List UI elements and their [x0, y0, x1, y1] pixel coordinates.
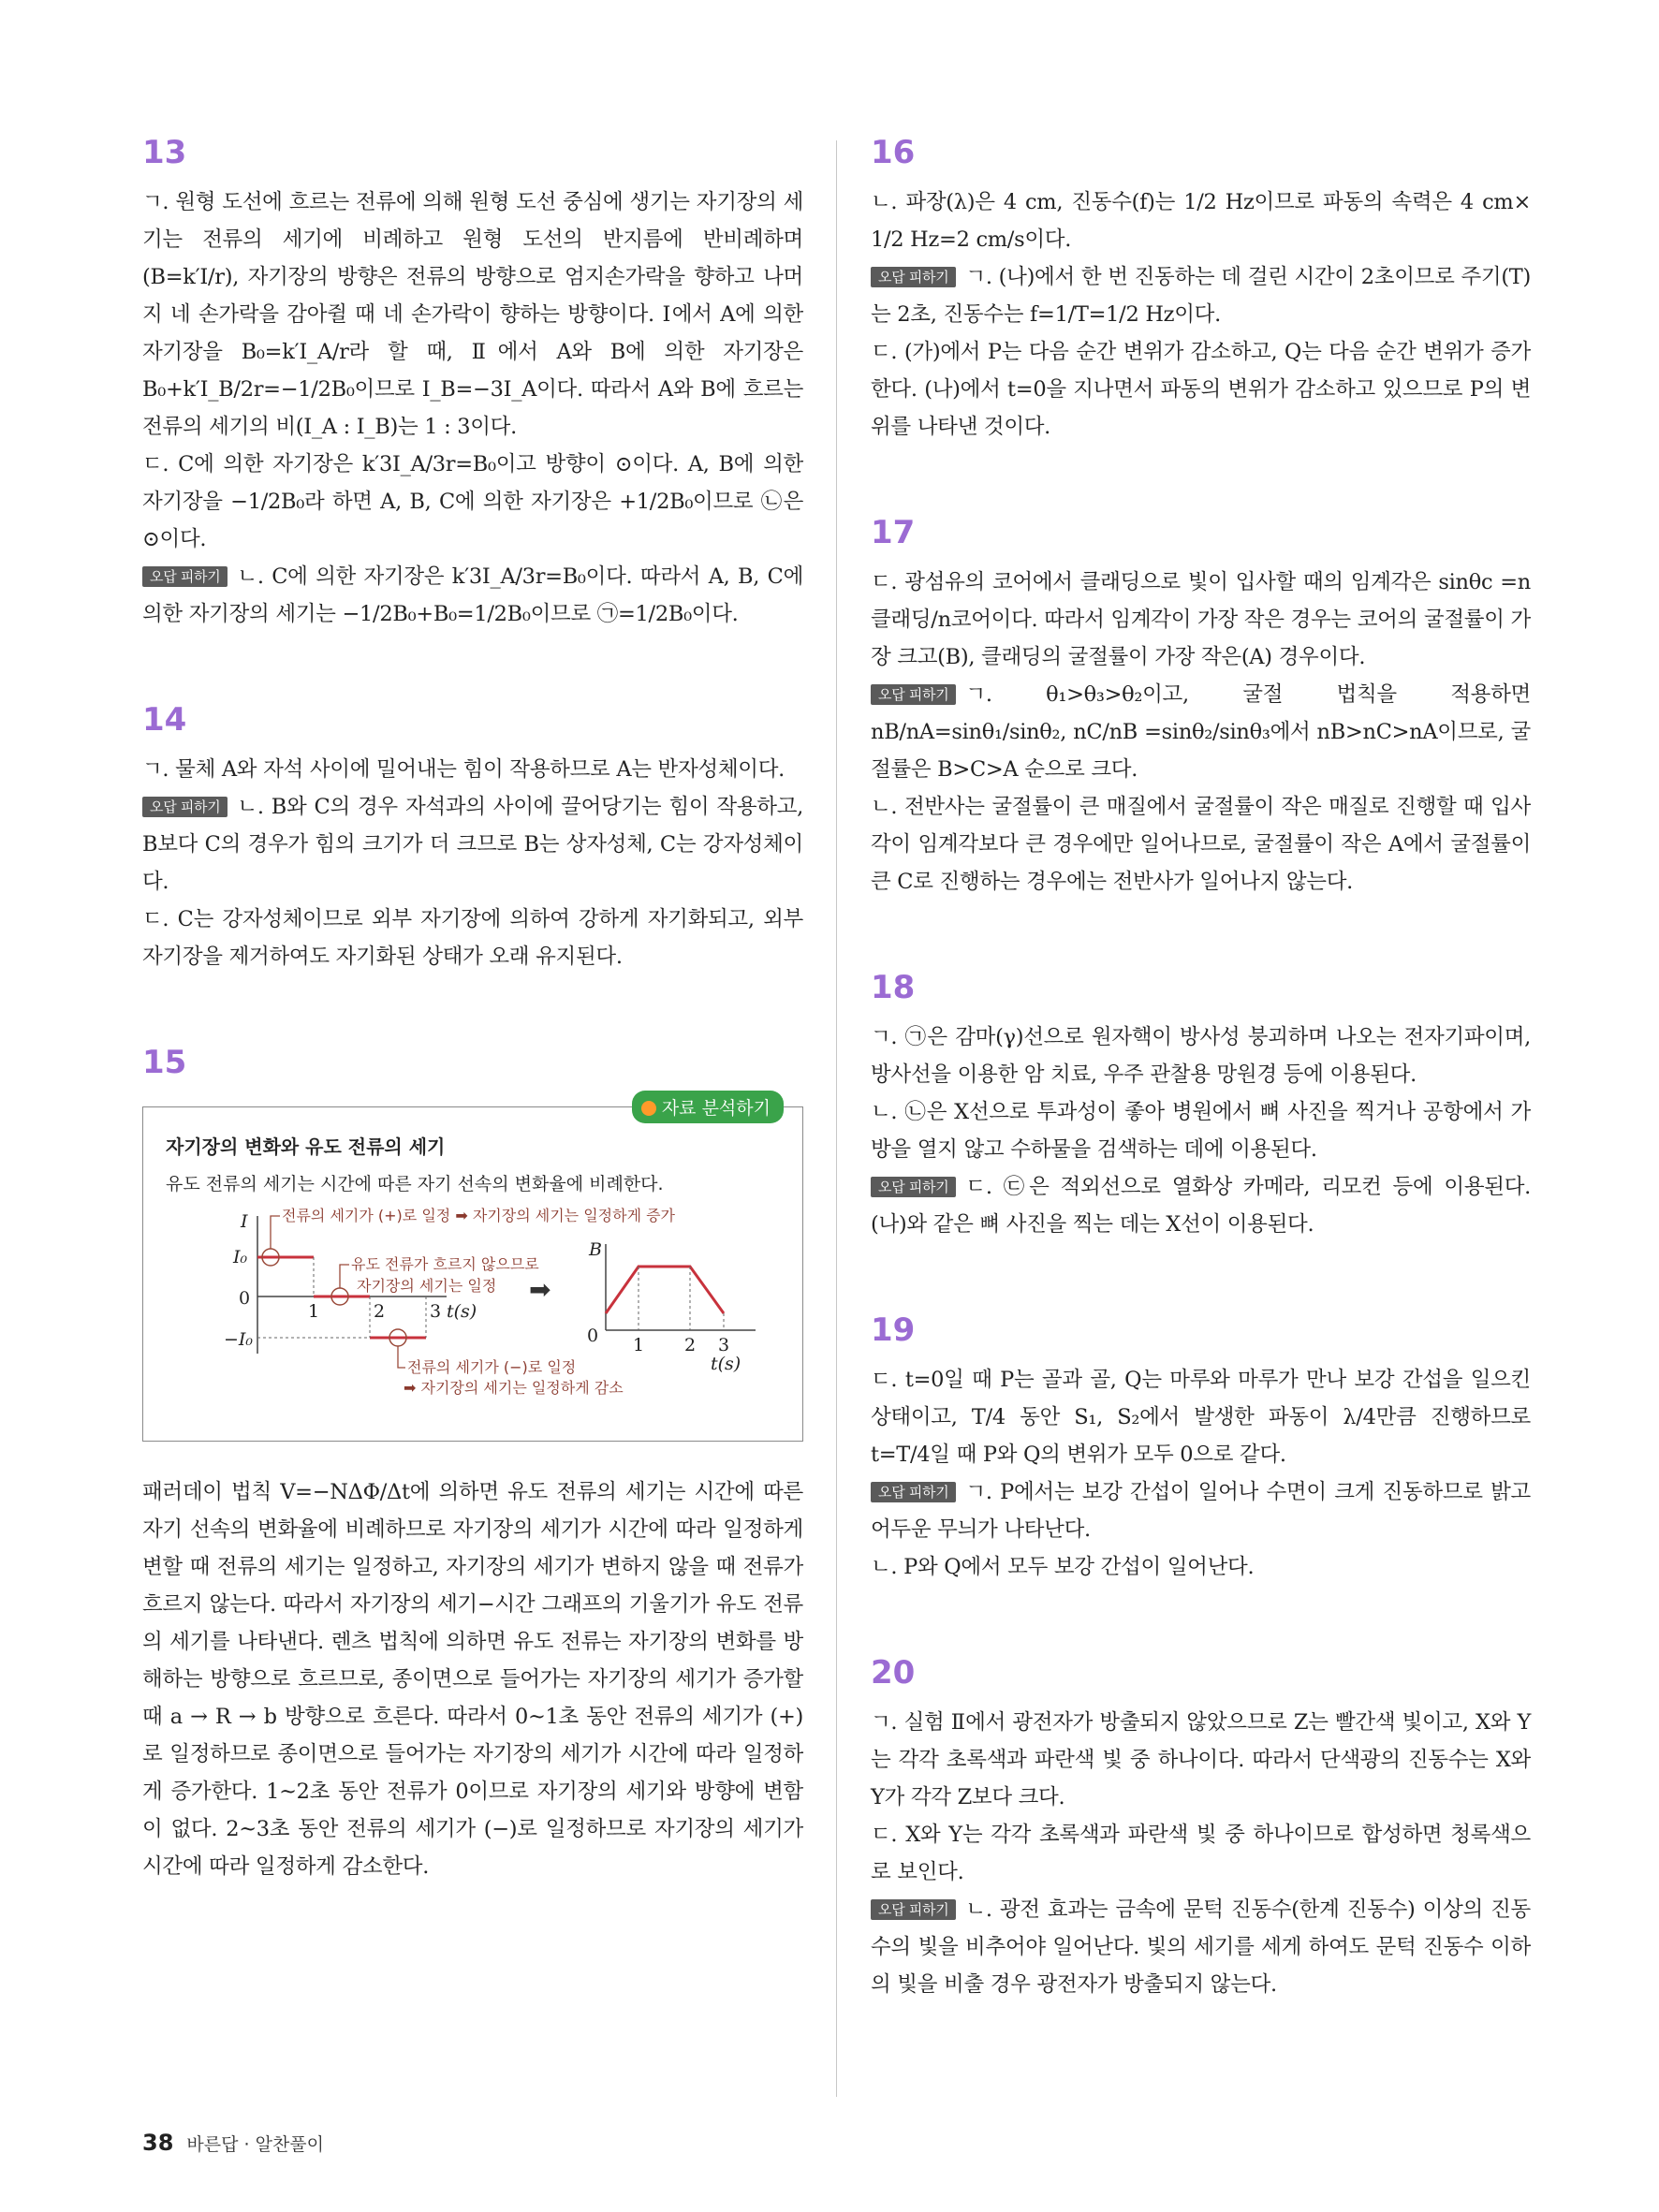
answer-text: ㄴ. B와 C의 경우 자석과의 사이에 끌어당기는 힘이 작용하고, B보다 C의 경우가 힘의 크기가 더 크므로 B는 상자성체, C는 강자성체이다.	[142, 795, 803, 894]
answer-paragraph: ㄴ. ㉡은 X선으로 투과성이 좋아 병원에서 뼈 사진을 찍거나 공항에서 가방을 열지 않고 수하물을 검색하는 데에 이용된다.	[871, 1100, 1531, 1162]
answer-17	[871, 511, 1531, 901]
answer-paragraph: ㄷ. C에 의한 자기장은 k′3I_A/3r=B₀이고 방향이 ⊙이다. A, B에 의한 자기장을 −1/2B₀라 하면 A, B, C에 의한 자기장은 +1/2B₀이므로 ㉡은 ⊙이다.	[142, 452, 803, 551]
answer-paragraph: ㄱ. ㉠은 감마(γ)선으로 원자핵이 방사성 붕괴하며 나오는 전자기파이며, 방사선을 이용한 암 치료, 우주 관찰용 망원경 등에 이용된다.	[871, 1025, 1531, 1087]
i-axis-label: I	[241, 1211, 248, 1232]
data-analysis-box	[142, 1098, 803, 1442]
answer-paragraph: ㄱ. 물체 A와 자석 사이에 밀어내는 힘이 작용하므로 A는 반자성체이다.	[142, 757, 785, 782]
answer-paragraph: ㄷ. 광섬유의 코어에서 클래딩으로 빛이 입사할 때의 임계각은 sinθc =n클래딩/n코어이다. 따라서 임계각이 가장 작은 경우는 코어의 굴절률이 가장 크고(B), 클래딩의 굴절률이 가장 작은(A) 경우이다.	[871, 570, 1531, 669]
question-number: 18	[871, 969, 916, 1006]
answer-paragraph: ㄷ. (가)에서 P는 다음 순간 변위가 감소하고, Q는 다음 순간 변위가 증가한다. (나)에서 t=0을 지나면서 파동의 변위가 감소하고 있으므로 P의 변위를 나타낸 것이다.	[871, 340, 1531, 439]
t1-tick-label: 1	[633, 1335, 645, 1355]
column-divider	[836, 140, 837, 2097]
zero-tick-label: 0	[587, 1326, 599, 1346]
answer-paragraph: ㄱ. 실험 Ⅱ에서 광전자가 방출되지 않았으므로 Z는 빨간색 빛이고, X와 Y는 각각 초록색과 파란색 빛 중 하나이다. 따라서 단색광의 진동수는 X와 Y가 각각 Z보다 크다.	[871, 1710, 1531, 1809]
answer-paragraph: 패러데이 법칙 V=−NΔΦ/Δt에 의하면 유도 전류의 세기는 시간에 따른 자기 선속의 변화율에 비례하므로 자기장의 세기가 시간에 따라 일정하게 변할 때 전류의 세기는 일정하고, 자기장의 세기가 변하지 않을 때 전류가 흐르지 않는다. 따라서 자기장의 세기−시간 그래프의 기울기가 유도 전류의 세기를 나타낸다. 렌츠 법칙에 의하면 유도 전류는 자기장의 변화를 방해하는 방향으로 흐르므로, 종이면으로 들어가는 자기장의 세기가 증가할 때 a → R → b 방향으로 흐른다. 따라서 0~1초 동안 전류의 세기가 (+)로 일정하므로 종이면으로 들어가는 자기장의 세기가 시간에 따라 일정하게 증가한다. 1~2초 동안 전류가 0이므로 자기장의 세기와 방향에 변함이 없다. 2~3초 동안 전류의 세기가 (−)로 일정하므로 자기장의 세기가 시간에 따라 일정하게 감소한다.	[142, 1480, 803, 1879]
callout-note-increase: 전류의 세기가 (+)로 일정 ➡ 자기장의 세기는 일정하게 증가	[282, 1207, 676, 1224]
t-axis-label: t(s)	[711, 1354, 741, 1374]
field-time-graph	[587, 1239, 756, 1374]
answer-paragraph: ㄷ. C는 강자성체이므로 외부 자기장에 의하여 강하게 자기화되고, 외부 자기장을 제거하여도 자기화된 상태가 오래 유지된다.	[142, 907, 803, 969]
wrong-answer-badge: 오답 피하기	[142, 566, 228, 587]
answer-paragraph	[871, 676, 1531, 788]
question-number: 15	[142, 1044, 187, 1081]
answer-paragraph: ㄷ. X와 Y는 각각 초록색과 파란색 빛 중 하나이므로 합성하면 청록색으로 보인다.	[871, 1823, 1531, 1884]
wrong-answer-badge: 오답 피하기	[871, 267, 956, 287]
answer-text: ㄱ. P에서는 보강 간섭이 일어나 수면이 크게 진동하므로 밝고 어두운 무늬가 나타난다.	[871, 1480, 1531, 1542]
answer-paragraph: ㄴ. 파장(λ)은 4 cm, 진동수(f)는 1/2 Hz이므로 파동의 속력은 4 cm× 1/2 Hz=2 cm/s이다.	[871, 190, 1531, 252]
answer-text: ㄴ. C에 의한 자기장은 k′3I_A/3r=B₀이다. 따라서 A, B, C에 의한 자기장의 세기는 −1/2B₀+B₀=1/2B₀이므로 ㉠=1/2B₀이다.	[142, 564, 803, 626]
answer-20	[871, 1651, 1531, 2003]
field-line	[606, 1267, 724, 1313]
answer-16	[871, 131, 1531, 446]
answer-19	[871, 1309, 1531, 1586]
answer-paragraph	[871, 1168, 1531, 1243]
question-number: 13	[142, 134, 187, 171]
question-number: 16	[871, 134, 916, 171]
answer-paragraph	[142, 788, 803, 901]
answer-18	[871, 966, 1531, 1243]
answer-text: ㄴ. 광전 효과는 금속에 문턱 진동수(한계 진동수) 이상의 진동수의 빛을 비추어야 일어난다. 빛의 세기를 세게 하여도 문턱 진동수 이하의 빛을 비출 경우 광전자가 방출되지 않는다.	[871, 1897, 1531, 1997]
t1-tick-label: 1	[308, 1301, 320, 1322]
data-analysis-tag: 자료 분석하기	[632, 1091, 784, 1123]
t3-tick-label: 3	[430, 1301, 442, 1322]
wrong-answer-badge: 오답 피하기	[871, 684, 956, 705]
answer-paragraph: ㄴ. 전반사는 굴절률이 큰 매질에서 굴절률이 작은 매질로 진행할 때 입사각이 임계각보다 큰 경우에만 일어나므로, 굴절률이 작은 A에서 굴절률이 큰 C로 진행하는 경우에는 전반사가 일어나지 않는다.	[871, 795, 1531, 894]
wrong-answer-badge: 오답 피하기	[142, 797, 228, 817]
answer-14	[142, 698, 803, 975]
answer-paragraph	[142, 558, 803, 633]
analysis-icon	[641, 1101, 656, 1116]
arrow-icon: ➡	[529, 1274, 551, 1305]
t3-tick-label: 3	[718, 1335, 730, 1355]
answer-paragraph	[871, 258, 1531, 333]
current-and-field-graphs	[166, 1199, 780, 1396]
t2-tick-label: 2	[684, 1335, 697, 1355]
question-number: 19	[871, 1311, 916, 1349]
answer-text: ㄱ. θ₁>θ₃>θ₂이고, 굴절 법칙을 적용하면 nB/nA=sinθ₁/sinθ₂, nC/nB =sinθ₂/sinθ₃에서 nB>nC>nA이므로, 굴절률은 B>C>A 순으로 크다.	[871, 682, 1531, 782]
answer-paragraph: ㄱ. 원형 도선에 흐르는 전류에 의해 원형 도선 중심에 생기는 자기장의 세기는 전류의 세기에 비례하고 원형 도선의 반지름에 반비례하며 (B=k′I/r), 자기장의 방향은 전류의 방향으로 엄지손가락을 향하고 나머지 네 손가락을 감아쥘 때 네 손가락이 향하는 방향이다. Ⅰ에서 A에 의한 자기장을 B₀=k′I_A/r라 할 때, Ⅱ에서 A와 B에 의한 자기장은 B₀+k′I_B/2r=−1/2B₀이므로 I_B=−3I_A이다. 따라서 A와 B에 흐르는 전류의 세기의 비(I_A : I_B)는 1 : 3이다.	[142, 190, 803, 439]
answer-13	[142, 131, 803, 633]
book-title: 바른답 · 알찬풀이	[186, 2134, 325, 2155]
answer-15	[142, 1041, 803, 1885]
answer-text: ㄱ. (나)에서 한 번 진동하는 데 걸린 시간이 2초이므로 주기(T)는 2초, 진동수는 f=1/T=1/2 Hz이다.	[871, 265, 1531, 327]
box-title: 자기장의 변화와 유도 전류의 세기	[166, 1135, 446, 1158]
t-axis-label: t(s)	[447, 1301, 477, 1322]
answer-text: ㄷ. ㉢은 적외선으로 열화상 카메라, 리모컨 등에 이용된다. (나)와 같은 뼈 사진을 찍는 데는 X선이 이용된다.	[871, 1175, 1531, 1237]
zero-tick-label: 0	[239, 1288, 251, 1309]
callout-note-negative: 전류의 세기가 (−)로 일정	[407, 1358, 577, 1376]
question-number: 17	[871, 514, 916, 551]
question-number: 20	[871, 1654, 916, 1692]
t2-tick-label: 2	[374, 1301, 386, 1322]
page-number: 38	[142, 2130, 174, 2156]
answer-paragraph: ㄴ. P와 Q에서 모두 보강 간섭이 일어난다.	[871, 1555, 1255, 1579]
callout-note-constant: 자기장의 세기는 일정	[357, 1277, 497, 1295]
callout-note-no-current: 유도 전류가 흐르지 않으므로	[351, 1255, 539, 1273]
question-number: 14	[142, 701, 187, 739]
wrong-answer-badge: 오답 피하기	[871, 1482, 956, 1502]
answer-paragraph	[871, 1891, 1531, 2003]
right-column	[871, 131, 1531, 2069]
callout-note-decrease: ➡ 자기장의 세기는 일정하게 감소	[404, 1379, 624, 1396]
answer-paragraph: ㄷ. t=0일 때 P는 골과 골, Q는 마루와 마루가 만나 보강 간섭을 일으킨 상태이고, T/4 동안 S₁, S₂에서 발생한 파동이 λ/4만큼 진행하므로 t=T/4일 때 P와 Q의 변위가 모두 0으로 같다.	[871, 1368, 1531, 1467]
box-subtitle: 유도 전류의 세기는 시간에 따른 자기 선속의 변화율에 비례한다.	[166, 1174, 664, 1194]
b-axis-label: B	[589, 1239, 602, 1260]
i0-tick-label: I₀	[233, 1247, 248, 1267]
wrong-answer-badge: 오답 피하기	[871, 1177, 956, 1197]
page-footer	[142, 2130, 324, 2156]
left-column	[142, 131, 803, 1951]
wrong-answer-badge: 오답 피하기	[871, 1899, 956, 1920]
neg-i0-tick-label: −I₀	[224, 1329, 254, 1350]
answer-paragraph	[871, 1473, 1531, 1548]
